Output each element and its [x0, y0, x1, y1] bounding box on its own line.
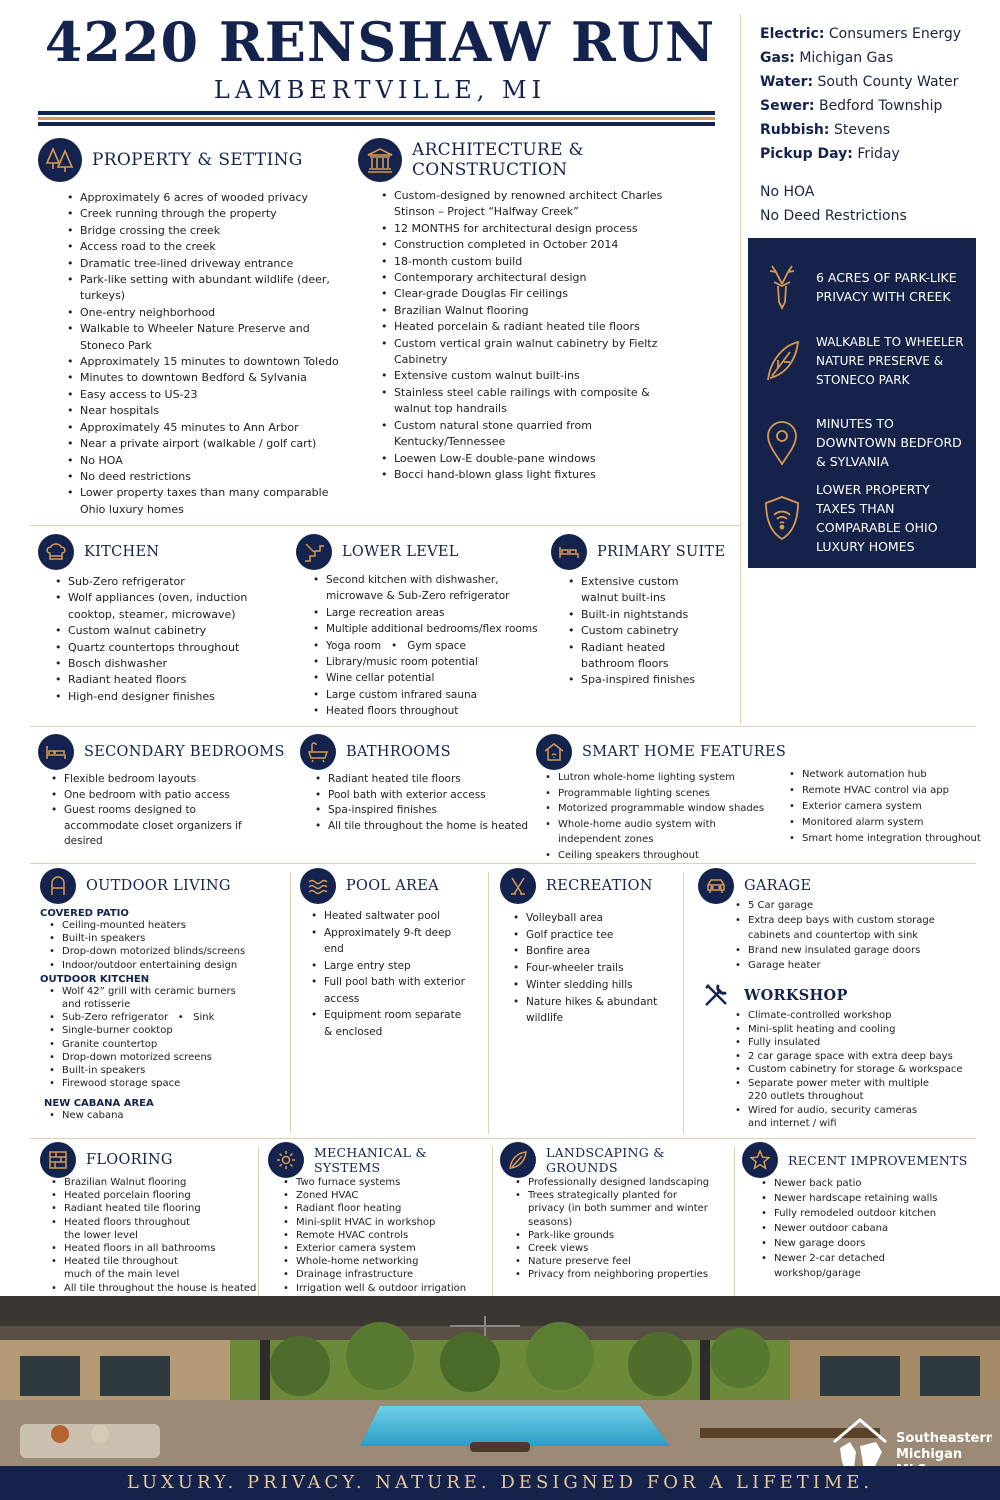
- note-deed: No Deed Restrictions: [760, 208, 907, 224]
- list-item: • One bedroom with patio access: [48, 788, 248, 804]
- list-item: • Approximately 15 minutes to downtown Toledo: [64, 354, 348, 370]
- list-item: • Equipment room separate & enclosed: [308, 1007, 468, 1040]
- gear-icon: [268, 1142, 304, 1178]
- list-item: • Lower property taxes than many comparable Ohio luxury homes: [64, 485, 348, 518]
- stairs-icon: [296, 534, 332, 570]
- list-item: • Heated floors in all bathrooms: [48, 1242, 258, 1255]
- title-rule-gold: [38, 117, 715, 120]
- divider: [488, 872, 489, 1134]
- list-item: • Radiant heated tile floors: [312, 772, 532, 788]
- utility-gas: Gas: Michigan Gas: [760, 50, 894, 66]
- pool-waves-icon: [300, 868, 336, 904]
- list-item: • Heated porcelain flooring: [48, 1189, 258, 1202]
- list-item: • Yoga room • Gym space: [310, 638, 542, 654]
- section-primary-suite: PRIMARY SUITE • Extensive custom walnut built-ins • Built-in nightstands • Custom cabinetry • Radiant heated bathroom floors • Spa-inspired finishes: [551, 534, 736, 689]
- star-icon: [742, 1142, 778, 1178]
- list-item: • Library/music room potential: [310, 654, 542, 670]
- leaf-icon: [500, 1142, 536, 1178]
- list-item: • Wine cellar potential: [310, 670, 542, 686]
- cabana-heading: NEW CABANA AREA: [44, 1098, 154, 1110]
- list-item: • Approximately 6 acres of wooded privacy: [64, 190, 348, 206]
- list-item: • Newer hardscape retaining walls: [758, 1191, 938, 1206]
- smart-home-icon: [536, 734, 572, 770]
- divider: [734, 1146, 735, 1296]
- list-item: • Sub-Zero refrigerator: [52, 574, 262, 590]
- list-item: • No deed restrictions: [64, 469, 348, 485]
- list-item: • Motorized programmable window shades: [542, 801, 780, 817]
- list-item: • Golf practice tee: [510, 927, 660, 944]
- list-item: • Quartz countertops throughout: [52, 640, 262, 656]
- list-item: • High-end designer finishes: [52, 689, 262, 705]
- list-item: • Park-like grounds: [512, 1229, 712, 1242]
- list-item: • Approximately 45 minutes to Ann Arbor: [64, 420, 348, 436]
- list-item: • Exterior camera system: [280, 1242, 485, 1255]
- list-item: • Newer 2-car detached workshop/garage: [758, 1251, 938, 1281]
- list-item: • Construction completed in October 2014: [378, 237, 688, 253]
- patio-chair-icon: [40, 868, 76, 904]
- divider: [258, 1146, 259, 1296]
- page-title: 4220 RENSHAW RUN: [44, 10, 716, 74]
- list-item: • Two furnace systems: [280, 1176, 485, 1189]
- list-item: • Access road to the creek: [64, 239, 348, 255]
- list-item: • 2 car garage space with extra deep bays: [732, 1050, 982, 1064]
- title-rule-navy: [38, 111, 715, 115]
- list-item: • Fully remodeled outdoor kitchen: [758, 1206, 938, 1221]
- list-item: • Approximately 9-ft deep end: [308, 925, 468, 958]
- logo-line-2: Michigan: [896, 1447, 963, 1462]
- list-item: • Professionally designed landscaping: [512, 1176, 712, 1189]
- list-item: • Volleyball area: [510, 910, 660, 927]
- list-item: • Drop-down motorized screens: [46, 1051, 246, 1064]
- list-item: • Custom cabinetry: [565, 623, 710, 639]
- divider: [492, 1146, 493, 1296]
- list-item: • Built-in speakers: [46, 932, 290, 945]
- logo-line-1: Southeastern: [896, 1431, 992, 1446]
- utility-pickup: Pickup Day: Friday: [760, 146, 900, 162]
- list-item: • New garage doors: [758, 1236, 938, 1251]
- list-item: • Brazilian Walnut flooring: [48, 1176, 258, 1189]
- list-item: • Nature preserve feel: [512, 1255, 712, 1268]
- golf-clubs-icon: [500, 868, 536, 904]
- section-outdoor-living: OUTDOOR LIVING COVERED PATIO • Ceiling-mounted heaters • Built-in speakers • Drop-down motorized blinds/screens • Indoor/outdoor entertaining design OUTDOOR KITCHEN • Wolf 42” grill with ceramic burners and rotisserie • Sub-Zero refrigerator • Sink • Single-burner cooktop • Granite countertop • Drop-down motorized screens • Built-in speakers • Firewood storage space NEW CABANA AREA • New cabana: [40, 868, 290, 1123]
- title-rule-navy-2: [38, 122, 715, 126]
- list-item: • Network automation hub: [786, 767, 986, 783]
- list-item: • Pool bath with exterior access: [312, 788, 532, 804]
- list-item: • Extensive custom walnut built-ins: [565, 574, 710, 607]
- list-item: • Programmable lighting scenes: [542, 786, 780, 802]
- list-item: • Irrigation well & outdoor irrigation: [280, 1282, 485, 1308]
- list-item: • New cabana: [46, 1109, 290, 1122]
- list-item: • Built-in speakers: [46, 1064, 246, 1077]
- list-item: • Flexible bedroom layouts: [48, 772, 248, 788]
- list-item: • Monitored alarm system: [786, 815, 986, 831]
- list-item: • Bosch dishwasher: [52, 656, 262, 672]
- section-kitchen: KITCHEN • Sub-Zero refrigerator • Wolf appliances (oven, induction cooktop, steamer, microwave) • Custom walnut cabinetry • Quartz countertops throughout • Bosch dishwasher • Radiant heated floors • High-end designer finishes: [38, 534, 288, 705]
- list-item: • Four-wheeler trails: [510, 960, 660, 977]
- list-item: • Heated floors throughout the lower level: [48, 1216, 198, 1242]
- list-item: • All tile throughout the house is heated: [48, 1282, 258, 1295]
- list-item: • Custom cabinetry for storage & workspace: [732, 1063, 982, 1077]
- list-item: • 18-month custom build: [378, 254, 688, 270]
- list-item: • Newer outdoor cabana: [758, 1221, 938, 1236]
- list-item: • All tile throughout the home is heated: [312, 819, 532, 835]
- covered-patio-heading: COVERED PATIO: [40, 908, 129, 919]
- list-item: • Single-burner cooktop: [46, 1024, 246, 1037]
- list-item: • Exterior camera system: [786, 799, 986, 815]
- list-item: • Whole-home audio system with independent zones: [542, 817, 742, 848]
- list-item: • Mini-split HVAC in workshop: [280, 1216, 485, 1229]
- list-item: • Bocci hand-blown glass light fixtures: [378, 467, 688, 483]
- list-item: • Custom natural stone quarried from Kentucky/Tennessee: [378, 418, 688, 451]
- tools-icon: [698, 977, 734, 1013]
- list-item: • Wired for audio, security cameras and internet / wifi: [732, 1104, 932, 1131]
- trees-icon: [38, 138, 82, 182]
- list-item: • Wolf 42” grill with ceramic burners and rotisserie: [46, 985, 246, 1011]
- section-flooring: FLOORING • Brazilian Walnut flooring • Heated porcelain flooring • Radiant heated tile flooring • Heated floors throughout the lower level • Heated floors in all bathrooms • Heated tile throughout much of the main level • All tile throughout the house is heated: [40, 1142, 265, 1295]
- location-pin-icon: [764, 418, 800, 466]
- list-item: • Radiant floor heating: [280, 1202, 485, 1215]
- list-item: • Clear-grade Douglas Fir ceilings: [378, 286, 688, 302]
- list-item: • Bridge crossing the creek: [64, 223, 348, 239]
- list-item: • Walkable to Wheeler Nature Preserve and Stoneco Park: [64, 321, 348, 354]
- list-item: • Creek views: [512, 1242, 712, 1255]
- divider: [30, 863, 976, 864]
- outdoor-kitchen-heading: OUTDOOR KITCHEN: [40, 973, 150, 985]
- footer-tagline: LUXURY. PRIVACY. NATURE. DESIGNED FOR A LIFETIME.: [0, 1466, 1000, 1500]
- list-item: • Brand new insulated garage doors: [732, 943, 954, 958]
- section-secondary-bedrooms: SECONDARY BEDROOMS • Flexible bedroom layouts • One bedroom with patio access • Guest rooms designed to accommodate closet organizers if desired: [38, 734, 298, 850]
- list-item: • Extensive custom walnut built-ins: [378, 368, 688, 384]
- list-item: • Heated porcelain & radiant heated tile floors: [378, 319, 688, 335]
- list-item: • Full pool bath with exterior access: [308, 974, 468, 1007]
- highlight-taxes: LOWER PROPERTY TAXES THAN COMPARABLE OHIO LUXURY HOMES: [748, 486, 976, 550]
- section-lower-level: LOWER LEVEL • Second kitchen with dishwasher, microwave & Sub-Zero refrigerator • Large recreation areas • Multiple additional bedrooms/flex rooms • Yoga room • Gym space • Library/music room potential • Wine cellar potential • Large custom infrared sauna • Heated floors throughout: [296, 534, 546, 720]
- list-item: • Wolf appliances (oven, induction cooktop, steamer, microwave): [52, 590, 262, 623]
- page-subtitle: LAMBERTVILLE, MI: [213, 76, 547, 104]
- shield-icon: [762, 493, 802, 543]
- divider: [290, 872, 291, 1134]
- list-item: • Winter sledding hills: [510, 977, 660, 994]
- divider: [30, 525, 740, 526]
- list-item: • Heated saltwater pool: [308, 908, 468, 925]
- list-item: • Drop-down motorized blinds/screens: [46, 945, 290, 958]
- list-item: • One-entry neighborhood: [64, 305, 348, 321]
- list-item: • Custom vertical grain walnut cabinetry by Fieltz Cabinetry: [378, 336, 688, 369]
- list-item: • Spa-inspired finishes: [565, 672, 710, 688]
- leaf-icon: [762, 338, 802, 384]
- section-smart-home: SMART HOME FEATURES • Lutron whole-home lighting system • Programmable lighting scenes • Motorized programmable window shades • Whole-home audio system with independent zones • Ceiling speakers throughout • Network automation hub • Remote HVAC control via app • Exterior camera system • Monitored alarm system • Smart home integration throughout: [536, 734, 986, 863]
- list-item: • Privacy from neighboring properties: [512, 1268, 712, 1281]
- utilities-list: [760, 22, 990, 228]
- flooring-icon: [40, 1142, 76, 1178]
- list-item: • Separate power meter with multiple 220 outlets throughout: [732, 1077, 932, 1104]
- section-bathrooms: BATHROOMS • Radiant heated tile floors • Pool bath with exterior access • Spa-inspired finishes • All tile throughout the home is heated: [300, 734, 530, 834]
- list-item: • Smart home integration throughout: [786, 831, 986, 847]
- list-item: • Spa-inspired finishes: [312, 803, 532, 819]
- list-item: • Large custom infrared sauna: [310, 687, 542, 703]
- utility-divider: [740, 14, 741, 724]
- list-item: • Trees strategically planted for privacy (in both summer and winter seasons): [512, 1189, 712, 1229]
- section-mechanical: MECHANICAL & SYSTEMS • Two furnace systems • Zoned HVAC • Radiant floor heating • Mini-split HVAC in workshop • Remote HVAC controls • Exterior camera system • Whole-home networking • Drainage infrastructure • Irrigation well & outdoor irrigation: [268, 1142, 493, 1308]
- section-recent-improvements: RECENT IMPROVEMENTS • Newer back patio • Newer hardscape retaining walls • Fully remodeled outdoor kitchen • Newer outdoor cabana • New garage doors • Newer 2-car detached workshop/garage: [742, 1142, 987, 1281]
- list-item: • Large recreation areas: [310, 605, 542, 621]
- section-recreation: RECREATION • Volleyball area • Golf practice tee • Bonfire area • Four-wheeler trails • Winter sledding hills • Nature hikes & abundant wildlife: [500, 868, 680, 1026]
- note-hoa: No HOA: [760, 184, 815, 200]
- list-item: • Heated tile throughout much of the main level: [48, 1255, 208, 1281]
- highlight-walkable: WALKABLE TO WHEELER NATURE PRESERVE & STONECO PARK: [748, 330, 976, 392]
- chef-icon: [38, 534, 74, 570]
- divider: [683, 872, 684, 1134]
- list-item: • Radiant heated tile flooring: [48, 1202, 258, 1215]
- list-item: • Newer back patio: [758, 1176, 938, 1191]
- list-item: • Bonfire area: [510, 943, 660, 960]
- section-architecture: ARCHITECTURE & CONSTRUCTION • Custom-designed by renowned architect Charles Stinson – Project “Halfway Creek” • 12 MONTHS for architectural design process • Construction completed in October 2014 • 18-month custom build • Contemporary architectural design • Clear-grade Douglas Fir ceilings • Brazilian Walnut flooring • Heated porcelain & radiant heated tile floors • Custom vertical grain walnut cabinetry by Fieltz Cabinetry • Extensive custom walnut built-ins • Stainless steel cable railings with composite & walnut top handrails • Custom natural stone quarried from Kentucky/Tennessee • Loewen Low-E double-pane windows • Bocci hand-blown glass light fixtures: [358, 138, 688, 483]
- bed-icon: [551, 534, 587, 570]
- list-item: • 12 MONTHS for architectural design process: [378, 221, 688, 237]
- utility-rubbish: Rubbish: Stevens: [760, 122, 891, 138]
- highlight-minutes: MINUTES TO DOWNTOWN BEDFORD & SYLVANIA: [748, 410, 976, 474]
- list-item: • Garage heater: [732, 958, 954, 973]
- list-item: • Loewen Low-E double-pane windows: [378, 451, 688, 467]
- list-item: • Extra deep bays with custom storage cabinets and countertop with sink: [732, 913, 954, 943]
- list-item: • Radiant heated bathroom floors: [565, 640, 710, 673]
- list-item: • Ceiling-mounted heaters: [46, 919, 290, 932]
- section-property: PROPERTY & SETTING • Approximately 6 acres of wooded privacy • Creek running through the property • Bridge crossing the creek • Access road to the creek • Dramatic tree-lined driveway entrance • Park-like setting with abundant wildlife (deer, turkeys) • One-entry neighborhood • Walkable to Wheeler Nature Preserve and Stoneco Park • Approximately 15 minutes to downtown Toledo • Minutes to downtown Bedford & Sylvania • Easy access to US-23 • Near hospitals • Approximately 45 minutes to Ann Arbor • Near a private airport (walkable / golf cart) • No HOA • No deed restrictions • Lower property taxes than many comparable Ohio luxury homes: [38, 138, 348, 518]
- list-item: • Granite countertop: [46, 1038, 246, 1051]
- list-item: • Firewood storage space: [46, 1077, 246, 1090]
- list-item: • Dramatic tree-lined driveway entrance: [64, 256, 348, 272]
- list-item: • Whole-home networking: [280, 1255, 485, 1268]
- highlights-panel: [748, 238, 976, 568]
- utility-water: Water: South County Water: [760, 74, 959, 90]
- utility-sewer: Sewer: Bedford Township: [760, 98, 943, 114]
- list-item: • Fully insulated: [732, 1036, 982, 1050]
- list-item: • Large entry step: [308, 958, 468, 975]
- list-item: • Easy access to US-23: [64, 387, 348, 403]
- bed-icon: [38, 734, 74, 770]
- list-item: • Creek running through the property: [64, 206, 348, 222]
- divider: [30, 726, 976, 727]
- columns-icon: [358, 138, 402, 182]
- list-item: • Remote HVAC control via app: [786, 783, 986, 799]
- list-item: • Park-like setting with abundant wildlife (deer, turkeys): [64, 272, 348, 305]
- list-item: • Custom walnut cabinetry: [52, 623, 262, 639]
- list-item: • Remote HVAC controls: [280, 1229, 485, 1242]
- list-item: • Near a private airport (walkable / golf cart): [64, 436, 348, 452]
- car-icon: [698, 868, 734, 904]
- list-item: • Near hospitals: [64, 403, 348, 419]
- list-item: • Mini-split heating and cooling: [732, 1023, 982, 1037]
- utility-electric: Electric: Consumers Energy: [760, 26, 962, 42]
- list-item: • Minutes to downtown Bedford & Sylvania: [64, 370, 348, 386]
- divider: [30, 1138, 976, 1139]
- list-item: • Brazilian Walnut flooring: [378, 303, 688, 319]
- highlight-acres: 6 ACRES OF PARK-LIKE PRIVACY WITH CREEK: [748, 256, 976, 318]
- list-item: • 5 Car garage: [732, 898, 954, 913]
- list-item: • Heated floors throughout: [310, 703, 542, 719]
- section-pool-area: POOL AREA • Heated saltwater pool • Approximately 9-ft deep end • Large entry step • Full pool bath with exterior access • Equipment room separate & enclosed: [300, 868, 480, 1040]
- list-item: • Nature hikes & abundant wildlife: [510, 994, 660, 1026]
- list-item: • Climate-controlled workshop: [732, 1009, 982, 1023]
- list-item: • Guest rooms designed to accommodate closet organizers if desired: [48, 803, 248, 850]
- list-item: • Lutron whole-home lighting system: [542, 770, 780, 786]
- list-item: • No HOA: [64, 453, 348, 469]
- list-item: • Drainage infrastructure: [280, 1268, 485, 1281]
- list-item: • Zoned HVAC: [280, 1189, 485, 1202]
- list-item: • Custom-designed by renowned architect Charles Stinson – Project “Halfway Creek”: [378, 188, 688, 221]
- list-item: • Contemporary architectural design: [378, 270, 688, 286]
- list-item: • Indoor/outdoor entertaining design: [46, 959, 290, 972]
- list-item: • Sub-Zero refrigerator • Sink: [46, 1011, 246, 1024]
- list-item: • Ceiling speakers throughout: [542, 848, 780, 864]
- section-landscaping: LANDSCAPING & GROUNDS • Professionally designed landscaping • Trees strategically planted for privacy (in both summer and winter seasons) • Park-like grounds • Creek views • Nature preserve feel • Privacy from neighboring properties: [500, 1142, 735, 1282]
- list-item: • Radiant heated floors: [52, 672, 262, 688]
- list-item: • Stainless steel cable railings with composite & walnut top handrails: [378, 385, 688, 418]
- deer-icon: [762, 262, 802, 312]
- section-garage: GARAGE • 5 Car garage • Extra deep bays with custom storage cabinets and countertop with sink • Brand new insulated garage doors • Garage heater WORKSHOP • Climate-controlled workshop • Mini-split heating and cooling • Fully insulated • 2 car garage space with extra deep bays • Custom cabinetry for storage & workspace • Separate power meter with multiple 220 outlets throughout • Wired for audio, security cameras and internet / wifi: [698, 868, 988, 1131]
- list-item: • Second kitchen with dishwasher, microwave & Sub-Zero refrigerator: [310, 572, 542, 605]
- bathtub-icon: [300, 734, 336, 770]
- list-item: • Multiple additional bedrooms/flex rooms: [310, 621, 542, 637]
- list-item: • Built-in nightstands: [565, 607, 710, 623]
